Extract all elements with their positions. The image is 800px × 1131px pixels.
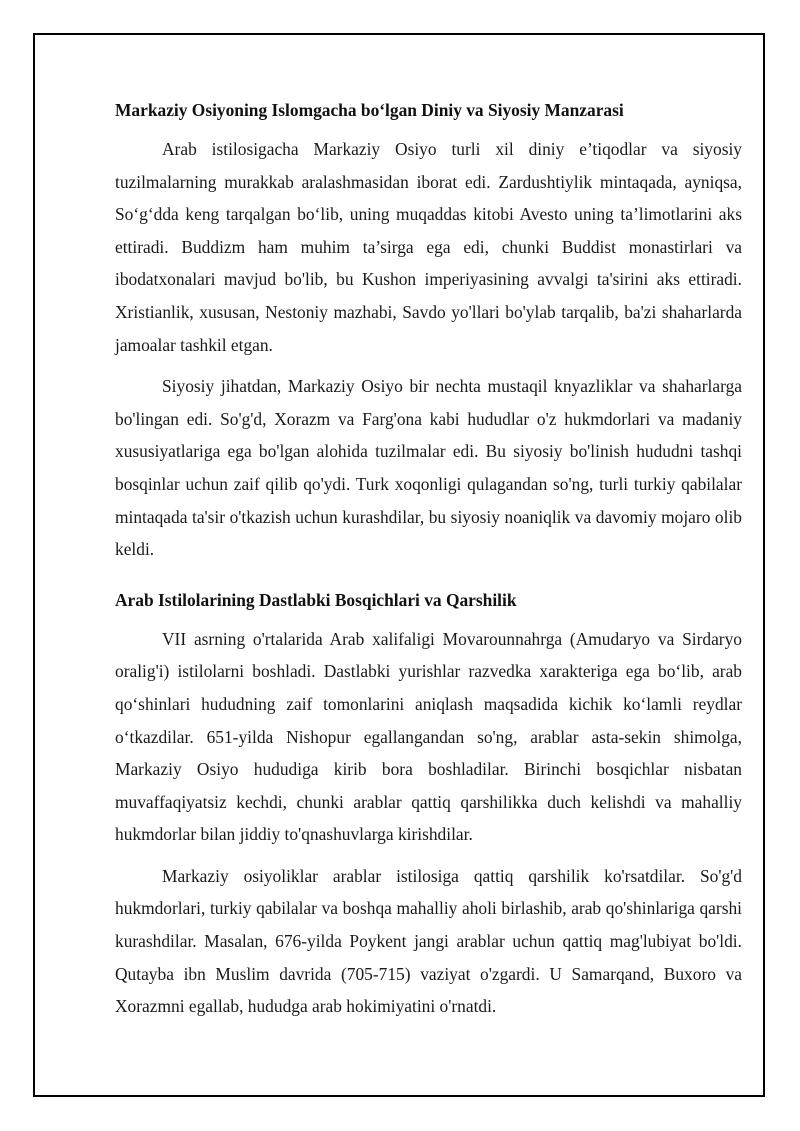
- paragraph-1: Arab istilosigacha Markaziy Osiyo turli xil diniy e’tiqodlar va siyosiy tuzilmalarning murakkab aralashmasidan iborat edi. Zardushtiylik mintaqada, ayniqsa, So‘g‘dda keng tarqalgan bo‘lib, uning muqaddas kitobi Avesto uning ta’limotlarini aks ettiradi. Buddizm ham muhim ta’sirga ega edi, chunki Buddist monastirlari va ibodatxonalari mavjud bo'lib, bu Kushon imperiyasining avvalgi ta'sirini aks ettiradi. Xristianlik, xususan, Nestoniy mazhabi, Savdo yo'llari bo'ylab tarqalib, ba'zi shaharlarda jamoalar tashkil etgan.: [115, 139, 742, 355]
- paragraph-3: VII asrning o'rtalarida Arab xalifaligi Movarounnahrga (Amudaryo va Sirdaryo oralig'i) istilolarni boshladi. Dastlabki yurishlar razvedka xarakteriga ega bo‘lib, arab qo‘shinlari hududning zaif tomonlarini aniqlash maqsadida kichik ko‘lamli reydlar o‘tkazdilar. 651-yilda Nishopur egallangandan so'ng, arablar asta-sekin shimolga, Markaziy Osiyo hududiga kirib bora boshladilar. Birinchi bosqichlar nisbatan muvaffaqiyatsiz kechdi, chunki arablar qattiq qarshilikka duch kelishdi va mahalliy hukmdorlar bilan jiddiy to'qnashuvlarga kirishdilar.: [115, 628, 742, 845]
- section-heading-1: Markaziy Osiyoning Islomgacha bo‘lgan Diniy va Siyosiy Manzarasi: [115, 100, 624, 120]
- paragraph-2: Siyosiy jihatdan, Markaziy Osiyo bir nechta mustaqil knyazliklar va shaharlarga bo'lingan edi. So'g'd, Xorazm va Farg'ona kabi hududlar o'z hukmdorlari va madaniy xususiyatlariga ega bo'lgan alohida tuzilmalar edi. Bu siyosiy bo'linish hududni tashqi bosqinlar uchun zaif qilib qo'ydi. Turk xoqonligi qulagandan so'ng, turli turkiy qabilalar mintaqada ta'sir o'tkazish uchun kurashdilar, bu siyosiy noaniqlik va davomiy mojaro olib keldi.: [115, 376, 742, 560]
- section-heading-2: Arab Istilolarining Dastlabki Bosqichlari va Qarshilik: [115, 589, 517, 610]
- document-body: [115, 96, 742, 1023]
- paragraph-4: Markaziy osiyoliklar arablar istilosiga qattiq qarshilik ko'rsatdilar. So'g'd hukmdorlari, turkiy qabilalar va boshqa mahalliy aholi birlashib, arab qo'shinlariga qarshi kurashdilar. Masalan, 676-yilda Poykent jangi arablar uchun qattiq mag'lubiyat bo'ldi. Qutayba ibn Muslim davrida (705-715) vaziyat o'zgardi. U Samarqand, Buxoro va Xorazmni egallab, hududga arab hokimiyatini o'rnatdi.: [115, 865, 742, 1017]
